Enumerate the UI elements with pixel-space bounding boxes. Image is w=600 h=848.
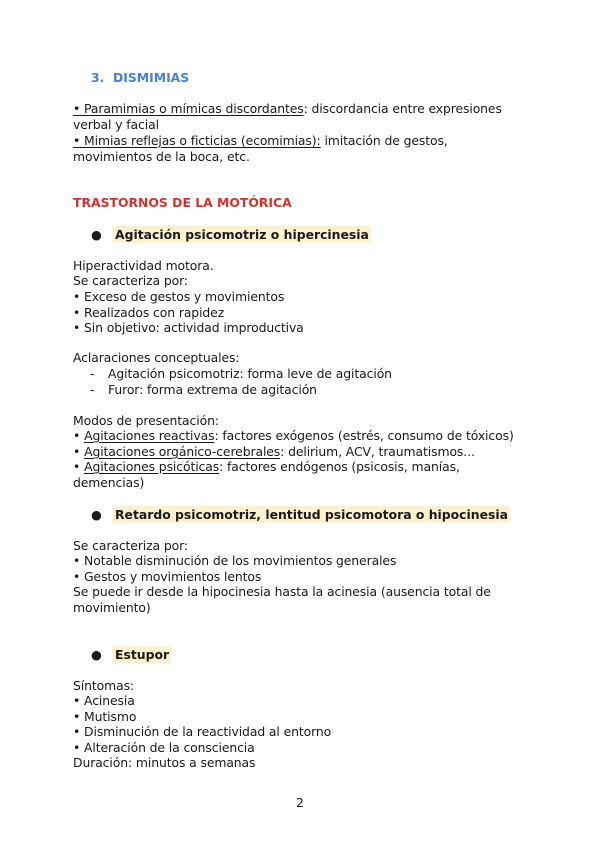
- bullet-icon: ●: [91, 647, 102, 662]
- item-term: • Mimias reflejas o ficticias (ecomimias):: [73, 133, 321, 148]
- subheading-text: Retardo psicomotriz, lentitud psicomotora o hipocinesia: [115, 507, 508, 522]
- section-title: DISMIMIAS: [112, 70, 190, 85]
- list-item: • Realizados con rapidez: [73, 305, 225, 320]
- modo-text: : factores endógenos (psicosis, manías,: [219, 459, 460, 474]
- dash-marker: -: [90, 382, 95, 397]
- agitacion-intro: Hiperactividad motora.: [73, 258, 214, 273]
- item-term: • Paramimias o mímicas discordantes: [73, 101, 304, 116]
- aclaracion-text: Agitación psicomotriz: forma leve de agitación: [108, 366, 392, 381]
- modo-item: [73, 428, 514, 444]
- modo-term: Agitaciones orgánico-cerebrales: [84, 444, 281, 459]
- retardo-caracteriza: Se caracteriza por:: [73, 538, 188, 553]
- dismimia-item-1: [73, 101, 502, 117]
- aclaracion-item: [90, 382, 317, 398]
- bullet-icon: ●: [91, 507, 102, 522]
- modo-term: Agitaciones psicóticas: [84, 459, 220, 474]
- list-item: • Alteración de la consciencia: [73, 740, 255, 755]
- bullet-marker: •: [73, 444, 85, 459]
- aclaraciones-title: Aclaraciones conceptuales:: [73, 350, 240, 365]
- modo-term: Agitaciones reactivas: [84, 428, 215, 443]
- modo-text: : delirium, ACV, traumatismos...: [280, 444, 475, 459]
- list-item: • Sin objetivo: actividad improductiva: [73, 320, 304, 335]
- modos-title: Modos de presentación:: [73, 413, 219, 428]
- modo-item: [73, 444, 475, 460]
- bullet-marker: •: [73, 459, 85, 474]
- aclaracion-text: Furor: forma extrema de agitación: [108, 382, 317, 397]
- subheading-text: Agitación psicomotriz o hipercinesia: [115, 227, 369, 242]
- bullet-marker: •: [73, 428, 85, 443]
- dismimia-item-2: [73, 133, 448, 149]
- dash-marker: -: [90, 366, 95, 381]
- subheading-retardo: [91, 507, 510, 522]
- subheading-agitacion: [91, 227, 371, 242]
- section-heading-motorica: TRASTORNOS DE LA MOTÓRICA: [73, 195, 292, 210]
- list-item: • Exceso de gestos y movimientos: [73, 289, 285, 304]
- list-item: • Notable disminución de los movimientos generales: [73, 553, 397, 568]
- list-item: • Acinesia: [73, 693, 135, 708]
- dismimia-item-1-cont: verbal y facial: [73, 117, 159, 132]
- retardo-note: Se puede ir desde la hipocinesia hasta la acinesia (ausencia total de: [73, 584, 491, 599]
- subheading-text: Estupor: [115, 647, 170, 662]
- item-text: : discordancia entre expresiones: [303, 101, 502, 116]
- modo-text: : factores exógenos (estrés, consumo de tóxicos): [214, 428, 514, 443]
- list-item: • Gestos y movimientos lentos: [73, 569, 262, 584]
- list-item: • Mutismo: [73, 709, 137, 724]
- duracion: Duración: minutos a semanas: [73, 755, 256, 770]
- agitacion-caracteriza: Se caracteriza por:: [73, 273, 188, 288]
- modo-item-cont: demencias): [73, 475, 145, 490]
- modo-item: [73, 459, 460, 475]
- retardo-note-cont: movimiento): [73, 600, 151, 615]
- section-heading-dismimias: [91, 70, 189, 85]
- sintomas-title: Síntomas:: [73, 678, 134, 693]
- item-text: imitación de gestos,: [320, 133, 448, 148]
- page-number: 2: [296, 795, 304, 810]
- subheading-estupor: [91, 647, 171, 662]
- aclaracion-item: [90, 366, 392, 382]
- section-number: 3.: [91, 70, 105, 85]
- bullet-icon: ●: [91, 227, 102, 242]
- dismimia-item-2-cont: movimientos de la boca, etc.: [73, 149, 250, 164]
- list-item: • Disminución de la reactividad al entorno: [73, 724, 332, 739]
